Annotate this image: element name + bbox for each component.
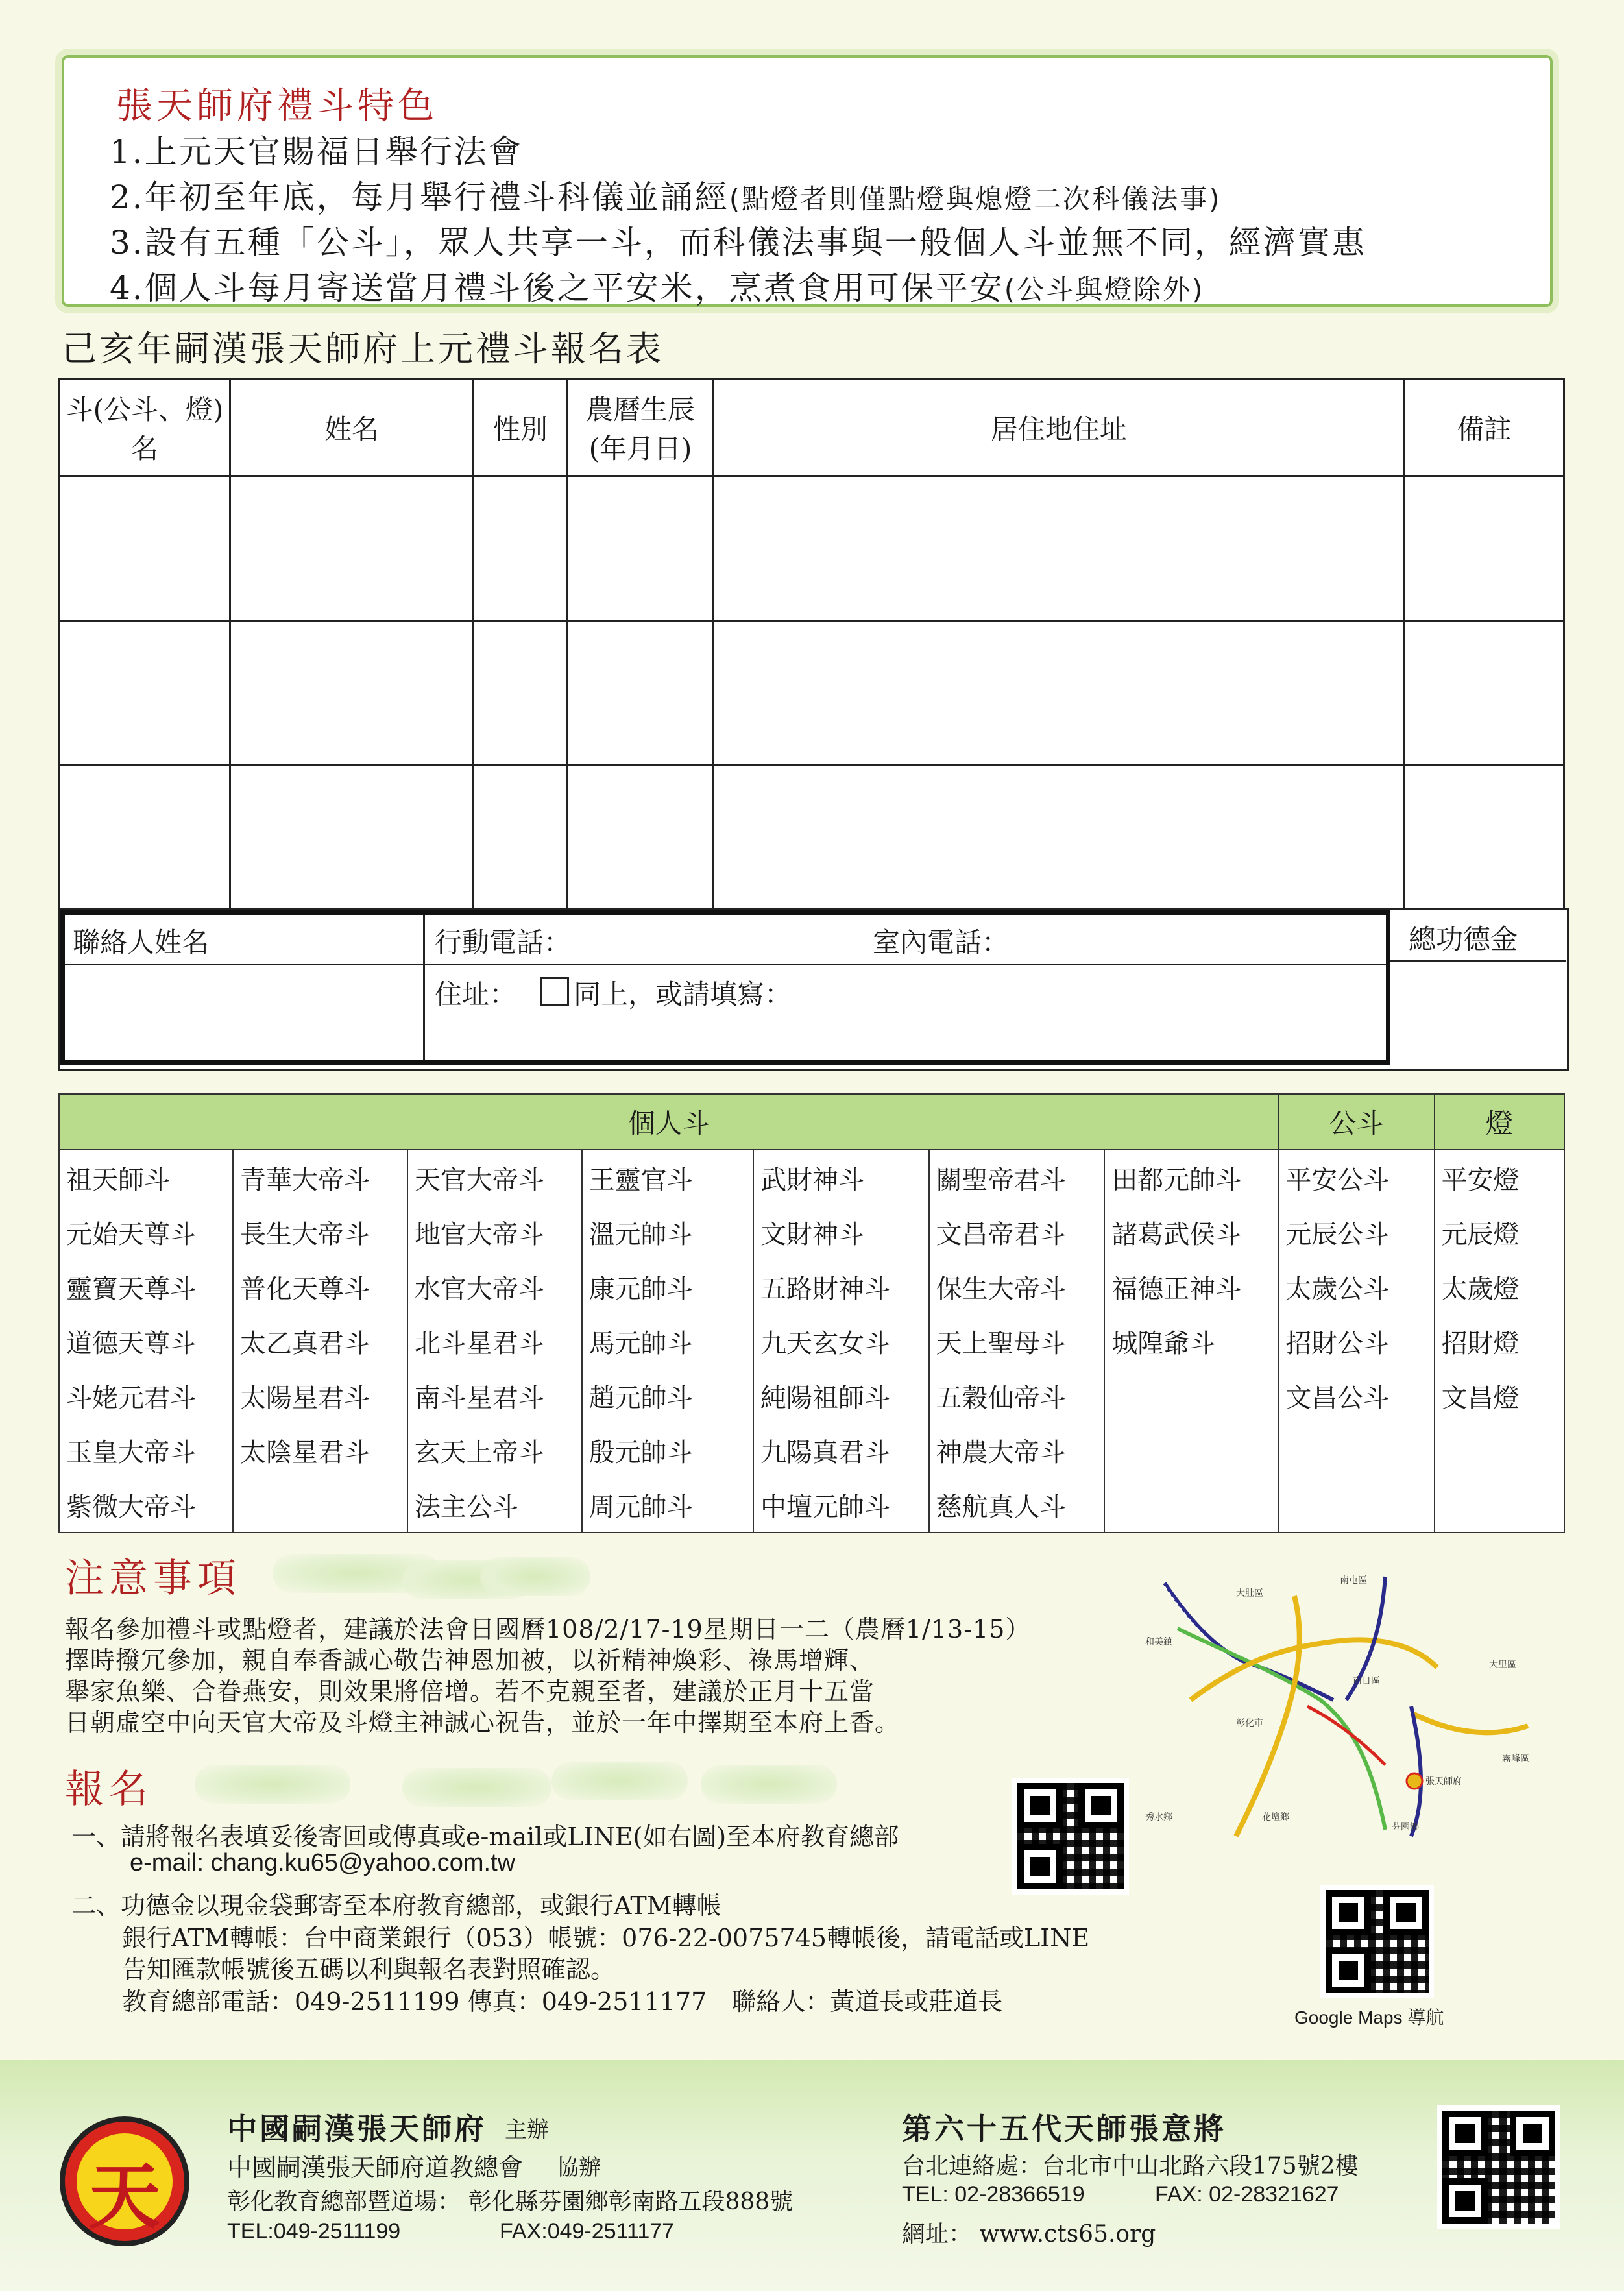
register-email[interactable]: e-mail: chang.ku65@yahoo.com.tw xyxy=(130,1849,516,1876)
table-row xyxy=(59,1150,1564,1205)
table-row xyxy=(59,1368,1564,1423)
dou-item: 文財神斗 xyxy=(753,1205,929,1259)
cell-birth[interactable] xyxy=(568,766,714,910)
dou-list-table xyxy=(58,1093,1565,1533)
google-maps-caption: Google Maps 導航 xyxy=(1294,2007,1444,2028)
map-label: 彰化市 xyxy=(1236,1718,1263,1728)
footer-master: 第六十五代天師張意將 xyxy=(902,2111,1226,2146)
public-dou-item: 元辰公斗 xyxy=(1278,1205,1434,1259)
dou-item: 王靈官斗 xyxy=(582,1150,753,1205)
dou-item xyxy=(1104,1368,1278,1423)
google-maps-qr-code[interactable] xyxy=(1320,1885,1434,1998)
header-birth: 農曆生辰(年月日) xyxy=(568,379,714,476)
dou-list-body xyxy=(59,1150,1564,1533)
map-label: 和美鎮 xyxy=(1145,1637,1172,1647)
header-name: 姓名 xyxy=(230,379,474,476)
mobile-phone-label: 行動電話： xyxy=(435,927,572,958)
dou-item: 趙元帥斗 xyxy=(582,1368,753,1423)
cell-dou-name[interactable] xyxy=(60,621,230,766)
dou-item: 太陽星君斗 xyxy=(233,1368,407,1423)
cell-gender[interactable] xyxy=(474,621,568,766)
footer-taipei-fax: FAX: 02-28321627 xyxy=(1155,2182,1339,2207)
total-divider xyxy=(1390,960,1566,962)
footer-website[interactable]: 網址： www.cts65.org xyxy=(902,2221,1156,2248)
dou-item: 太乙真君斗 xyxy=(233,1314,407,1368)
register-atm-note: 告知匯款帳號後五碼以利與報名表對照確認。 xyxy=(122,1955,616,1983)
feature-line-3 xyxy=(110,217,1366,263)
footer-taipei-tel: TEL: 02-28366519 xyxy=(902,2182,1085,2207)
cloud-decoration xyxy=(701,1765,837,1804)
dou-item: 城隍爺斗 xyxy=(1104,1314,1278,1368)
dou-item xyxy=(1104,1477,1278,1533)
map-temple-marker xyxy=(1407,1773,1422,1789)
registration-header-row xyxy=(60,379,1564,476)
cell-gender[interactable] xyxy=(474,476,568,621)
contact-name-label: 聯絡人姓名 xyxy=(73,927,210,958)
same-address-label: 同上，或請填寫： xyxy=(574,978,792,1010)
table-row xyxy=(59,1423,1564,1477)
table-row xyxy=(60,621,1564,766)
feature-line-2 xyxy=(110,171,1222,218)
registration-table xyxy=(58,378,1565,911)
lamp-item xyxy=(1435,1477,1564,1533)
contact-divider-vertical xyxy=(423,915,425,1060)
features-title: 張天師府禮斗特色 xyxy=(116,85,438,127)
footer-tel: TEL:049-2511199 xyxy=(227,2219,401,2244)
register-phone: 教育總部電話：049-2511199 傳真：049-2511177 聯絡人：黃道長或莊道長 xyxy=(122,1987,1003,2016)
lamp-item: 招財燈 xyxy=(1435,1314,1564,1368)
table-row xyxy=(60,476,1564,621)
footer-qr-code[interactable] xyxy=(1437,2105,1560,2229)
dou-item: 保生大帝斗 xyxy=(929,1259,1105,1314)
map-label: 大里區 xyxy=(1489,1660,1516,1670)
total-donation-label: 總功德金 xyxy=(1409,923,1518,955)
home-phone-label: 室內電話： xyxy=(873,927,1010,958)
cell-remarks[interactable] xyxy=(1405,621,1564,766)
map-label: 南日區 xyxy=(1353,1676,1380,1686)
feature-line-3-text: 3.設有五種「公斗」，眾人共享一斗，而科儀法事與一般個人斗並無不同，經濟實惠 xyxy=(110,224,1366,261)
note-line: 日朝虛空中向天官大帝及斗燈主神誠心祝告，並於一年中擇期至本府上香。 xyxy=(65,1708,901,1737)
table-row xyxy=(59,1477,1564,1533)
form-title: 己亥年嗣漢張天師府上元禮斗報名表 xyxy=(62,328,664,369)
cell-name[interactable] xyxy=(230,766,474,910)
cell-name[interactable] xyxy=(230,621,474,766)
public-dou-item xyxy=(1278,1477,1434,1533)
cell-dou-name[interactable] xyxy=(60,476,230,621)
header-gender: 性別 xyxy=(474,379,568,476)
footer-co: 協辦 xyxy=(557,2155,601,2181)
dou-item: 神農大帝斗 xyxy=(929,1423,1105,1477)
map-label: 霧峰區 xyxy=(1502,1754,1529,1764)
lamp-item: 元辰燈 xyxy=(1435,1205,1564,1259)
line-qr-code[interactable] xyxy=(1012,1778,1129,1895)
register-title: 報名 xyxy=(65,1767,153,1812)
address-label: 住址： xyxy=(435,978,517,1010)
feature-line-4 xyxy=(110,262,1205,309)
cell-dou-name[interactable] xyxy=(60,766,230,910)
cell-birth[interactable] xyxy=(568,476,714,621)
header-dou-name: 斗(公斗、燈)名 xyxy=(60,379,230,476)
header-remarks: 備註 xyxy=(1405,379,1564,476)
notes-title: 注意事項 xyxy=(65,1556,241,1601)
dou-item xyxy=(233,1477,407,1533)
register-step-2: 二、功德金以現金袋郵寄至本府教育總部，或銀行ATM轉帳 xyxy=(71,1891,721,1920)
dou-item: 馬元帥斗 xyxy=(582,1314,753,1368)
public-dou-item: 太歲公斗 xyxy=(1278,1259,1434,1314)
dou-item: 斗姥元君斗 xyxy=(59,1368,233,1423)
feature-line-2-note: (點燈者則僅點燈與熄燈二次科儀法事) xyxy=(729,183,1222,215)
features-box xyxy=(62,55,1553,307)
dou-item: 天官大帝斗 xyxy=(407,1150,582,1205)
cell-remarks[interactable] xyxy=(1405,476,1564,621)
map-label-temple: 張天師府 xyxy=(1425,1776,1462,1787)
public-dou-item xyxy=(1278,1423,1434,1477)
footer-fax: FAX:049-2511177 xyxy=(500,2219,675,2244)
public-dou-item: 招財公斗 xyxy=(1278,1314,1434,1368)
feature-line-1-text: 1.上元天官賜福日舉行法會 xyxy=(110,133,523,171)
dou-item: 周元帥斗 xyxy=(582,1477,753,1533)
feature-line-2-text: 2.年初至年底，每月舉行禮斗科儀並誦經 xyxy=(110,178,729,216)
dou-item: 天上聖母斗 xyxy=(929,1314,1105,1368)
dou-item: 玄天上帝斗 xyxy=(407,1423,582,1477)
cloud-decoration xyxy=(480,1557,590,1596)
header-address: 居住地住址 xyxy=(714,379,1405,476)
temple-logo-glyph: 天 xyxy=(89,2155,160,2238)
dou-item: 南斗星君斗 xyxy=(407,1368,582,1423)
dou-item: 北斗星君斗 xyxy=(407,1314,582,1368)
footer-co-org: 中國嗣漢張天師府道教總會 xyxy=(227,2153,524,2182)
dou-item: 道德天尊斗 xyxy=(59,1314,233,1368)
public-dou-item: 平安公斗 xyxy=(1278,1150,1434,1205)
dou-item: 康元帥斗 xyxy=(582,1259,753,1314)
map-label: 南屯區 xyxy=(1340,1575,1367,1586)
lamp-item: 文昌燈 xyxy=(1435,1368,1564,1423)
lamp-item xyxy=(1435,1423,1564,1477)
dou-item: 溫元帥斗 xyxy=(582,1205,753,1259)
dou-item: 五穀仙帝斗 xyxy=(929,1368,1105,1423)
contact-section xyxy=(58,908,1569,1071)
dou-item: 福德正神斗 xyxy=(1104,1259,1278,1314)
table-row xyxy=(59,1205,1564,1259)
cloud-decoration xyxy=(195,1765,350,1804)
dou-item: 純陽祖師斗 xyxy=(753,1368,929,1423)
cell-name[interactable] xyxy=(230,476,474,621)
lamp-item: 太歲燈 xyxy=(1435,1259,1564,1314)
dou-item: 中壇元帥斗 xyxy=(753,1477,929,1533)
dou-item: 元始天尊斗 xyxy=(59,1205,233,1259)
feature-line-1 xyxy=(110,126,523,173)
dou-item: 法主公斗 xyxy=(407,1477,582,1533)
map-label: 大肚區 xyxy=(1236,1588,1263,1599)
map-label: 花壇鄉 xyxy=(1262,1812,1289,1823)
note-line: 擇時撥冗參加，親自奉香誠心敬告神恩加被，以祈精神煥彩、祿馬增輝、 xyxy=(65,1646,875,1675)
note-line: 舉家魚樂、合眷燕安，則效果將倍增。若不克親至者，建議於正月十五當 xyxy=(65,1677,875,1706)
temple-logo-inner xyxy=(77,2133,173,2238)
dou-item: 慈航真人斗 xyxy=(929,1477,1105,1533)
temple-logo xyxy=(60,2116,189,2246)
note-line: 報名參加禮斗或點燈者，建議於法會日國曆108/2/17-19星期日一二（農曆1/13-15） xyxy=(65,1615,1031,1643)
dou-item: 青華大帝斗 xyxy=(233,1150,407,1205)
cell-address[interactable] xyxy=(714,476,1405,621)
dou-item: 長生大帝斗 xyxy=(233,1205,407,1259)
cell-address[interactable] xyxy=(714,766,1405,910)
dou-item: 諸葛武侯斗 xyxy=(1104,1205,1278,1259)
dou-item: 殷元帥斗 xyxy=(582,1423,753,1477)
cell-birth[interactable] xyxy=(568,621,714,766)
map-background xyxy=(1139,1570,1547,1843)
cloud-decoration xyxy=(551,1762,688,1800)
register-step-1: 一、請將報名表填妥後寄回或傳真或e-mail或LINE(如右圖)至本府教育總部 xyxy=(71,1823,899,1851)
public-dou-item: 文昌公斗 xyxy=(1278,1368,1434,1423)
table-row xyxy=(59,1314,1564,1368)
dou-item: 五路財神斗 xyxy=(753,1259,929,1314)
dou-item: 紫微大帝斗 xyxy=(59,1477,233,1533)
dou-item xyxy=(1104,1423,1278,1477)
register-atm: 銀行ATM轉帳：台中商業銀行（053）帳號：076-22-0075745轉帳後，請電話或LINE xyxy=(122,1924,1090,1952)
map-label: 芬園鄉 xyxy=(1392,1822,1419,1832)
footer xyxy=(0,2060,1624,2291)
dou-item: 祖天師斗 xyxy=(59,1150,233,1205)
cell-address[interactable] xyxy=(714,621,1405,766)
dou-item: 玉皇大帝斗 xyxy=(59,1423,233,1477)
table-row xyxy=(59,1259,1564,1314)
footer-hq-address: 彰化教育總部暨道場： 彰化縣芬園鄉彰南路五段888號 xyxy=(227,2188,794,2215)
table-row xyxy=(60,766,1564,910)
dou-item: 靈寶天尊斗 xyxy=(59,1259,233,1314)
dou-header-row xyxy=(59,1094,1564,1150)
feature-line-4-text: 4.個人斗每月寄送當月禮斗後之平安米，烹煮食用可保平安 xyxy=(110,269,1004,307)
cloud-decoration xyxy=(402,1768,551,1807)
contact-box xyxy=(60,910,1390,1065)
dou-item: 武財神斗 xyxy=(753,1150,929,1205)
location-map xyxy=(1139,1570,1547,1843)
dou-item: 九陽真君斗 xyxy=(753,1423,929,1477)
dou-item: 太陰星君斗 xyxy=(233,1423,407,1477)
cell-remarks[interactable] xyxy=(1405,766,1564,910)
header-public-dou: 公斗 xyxy=(1278,1094,1434,1150)
map-label: 秀水鄉 xyxy=(1145,1812,1172,1823)
dou-item: 關聖帝君斗 xyxy=(929,1150,1105,1205)
header-lamp: 燈 xyxy=(1435,1094,1564,1150)
dou-item: 水官大帝斗 xyxy=(407,1259,582,1314)
same-address-checkbox[interactable] xyxy=(540,977,569,1006)
header-personal-dou: 個人斗 xyxy=(59,1094,1278,1150)
dou-item: 九天玄女斗 xyxy=(753,1314,929,1368)
dou-item: 文昌帝君斗 xyxy=(929,1205,1105,1259)
footer-taipei-office: 台北連絡處：台北市中山北路六段175號2樓 xyxy=(902,2153,1359,2179)
lamp-item: 平安燈 xyxy=(1435,1150,1564,1205)
contact-divider xyxy=(65,964,1386,965)
feature-line-4-note: (公斗與燈除外) xyxy=(1004,274,1205,306)
cell-gender[interactable] xyxy=(474,766,568,910)
dou-item: 地官大帝斗 xyxy=(407,1205,582,1259)
footer-org: 中國嗣漢張天師府 xyxy=(227,2111,487,2146)
dou-item: 普化天尊斗 xyxy=(233,1259,407,1314)
dou-item: 田都元帥斗 xyxy=(1104,1150,1278,1205)
footer-host: 主辦 xyxy=(505,2117,549,2143)
